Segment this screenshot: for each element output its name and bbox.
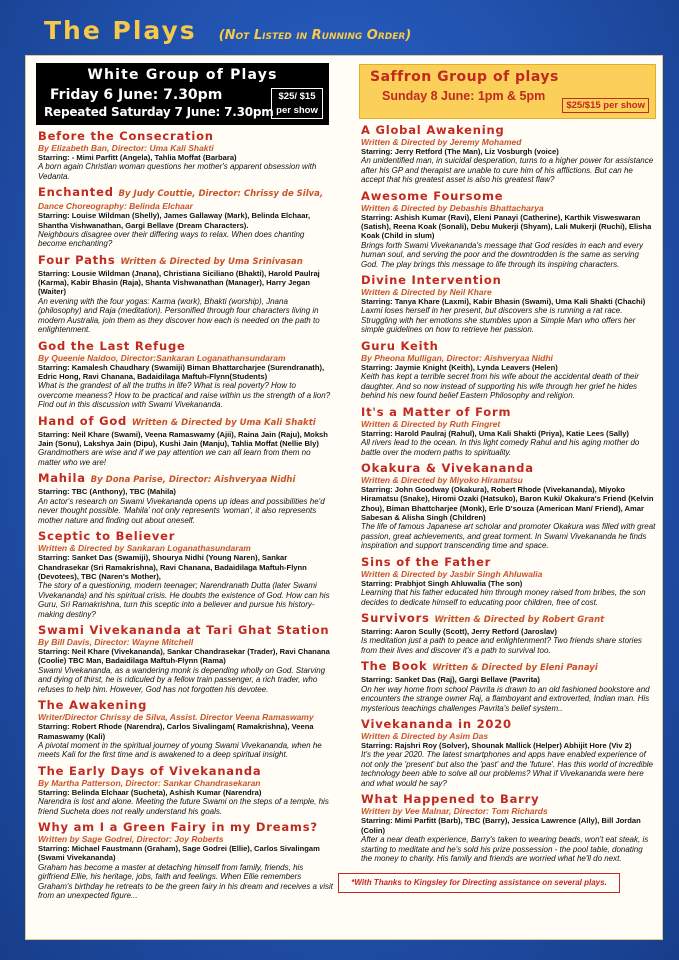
play-title-line	[361, 555, 656, 569]
play-description: After a near death experience, Barry's taken to wearing beads, won't eat steak, is starting to meditate and he's sold his prize possession - the pool table, donating the money to charity. His family and friends are worried what he'll do next.	[361, 835, 649, 864]
play-entry	[38, 129, 333, 181]
play-entry	[38, 414, 333, 468]
play-cast: Starring: Louise Wildman (Shelly), James Gallaway (Mark), Belinda Elchaar, Shantha Vishwanathan, Gargi Bellave (Dream Characters).	[38, 211, 311, 230]
play-cast: Starring: Kamalesh Chaudhary (Swamiji) Biman Bhattarcharjee (Surendranath), Edric Hong, Ravi Chanana, Badaidilaga Maftuh-Flynn(Students)	[38, 362, 325, 382]
play-entry	[38, 623, 333, 694]
play-credit: Written & Directed by Sankaran Loganathasundaram	[38, 543, 251, 554]
play-title-line	[361, 123, 656, 137]
play-title-line	[38, 529, 333, 543]
play-description: Grandmothers are wise and if we pay attention we can all learn from them no matter who we are!	[38, 448, 311, 467]
play-credit: Written & Directed by Eleni Panayi	[432, 663, 598, 674]
play-title-line	[361, 611, 656, 627]
white-group-play-list	[26, 129, 337, 901]
saffron-group-header	[359, 64, 656, 119]
play-entry	[361, 339, 656, 401]
white-group-price-unit: per show	[276, 105, 318, 116]
play-credit: By Bill Davis, Director: Wayne Mitchell	[38, 637, 194, 648]
play-credit: Writer/Director Chrissy de Silva, Assist. Director Veena Ramaswamy	[38, 712, 314, 723]
play-cast: Starring: Prabhjot Singh Ahluwalia (The son)	[361, 578, 523, 588]
play-entry	[38, 339, 333, 410]
play-title: The Early Days of Vivekananda	[38, 763, 262, 778]
play-credit: Written & Directed by Jeremy Mohamed	[361, 137, 522, 147]
play-credit: By Pheona Mulligan, Director: Aishveryaa Nidhi	[361, 352, 553, 363]
play-description: Laxmi loses herself in her present, but discovers she is running a rat race. Struggling with her emotions she stumbles upon a Simple Man who offers her simple guidelines on how to retrieve her passion.	[361, 306, 636, 335]
play-description: Brings forth Swami Vivekananda's message that God resides in each and every human soul, and serving the poor and the downtrodden is the same as serving God. The play brings this message to life through its inspiring characters.	[361, 240, 643, 269]
play-title-line	[38, 698, 333, 712]
play-cast: Starring: Neil Khare (Vivekananda), Sankar Chandrasekar (Trader), Ravi Chanana (Coolie) TBC Man, Badaidilaga Maftuh-Flynn (Rama)	[38, 647, 330, 666]
play-title-line	[361, 461, 656, 475]
play-entry	[38, 820, 333, 901]
play-description: An actor's research on Swami Vivekananda opens up ideas and possibilities he'd never thought possible. 'Mahila' not only represents 'woman', it also represents mother nature and finding out about oneself.	[38, 496, 325, 525]
play-title: Hand of God	[38, 413, 128, 428]
play-title: Enchanted	[38, 185, 114, 200]
play-title: Before the Consecration	[38, 129, 214, 143]
play-entry	[38, 698, 333, 760]
play-credit: Dance Choreography: Belinda Elchaar	[38, 201, 193, 212]
play-title: God the Last Refuge	[38, 338, 186, 353]
white-group-price: $25/ $15	[278, 91, 316, 102]
play-title-line	[38, 185, 333, 201]
play-credit: Written & Directed by Neil Khare	[361, 287, 492, 298]
play-credit: By Elizabeth Ban, Director: Uma Kali Shakti	[38, 143, 214, 153]
play-credit: Written & Directed by Jasbir Singh Ahluwalia	[361, 568, 543, 579]
play-description: What is the grandest of all the truths in life? What is real poverty? How to overcome meaness? How to be practical and raise within us the strength of a lion? Find out in this discussion with Swami Vivekananda.	[38, 381, 331, 410]
play-entry	[361, 461, 656, 551]
play-title-line	[361, 405, 656, 419]
play-cast: Starring: John Goodway (Okakura), Robert Rhode (Vivekananda), Miyoko Hiramatsu (Snake), Hiromi Ozaki (Hatsuko), Baron Kuki/ Okakura's Friend (Kelvin Zhou), Biman Bhattcharjee (Monk), Erle D'souza (American Man/ Friend), Amar Sabesan & Alisha Singh (Children)	[361, 485, 654, 522]
play-title: Okakura & Vivekananda	[361, 461, 534, 476]
white-group-repeat-date: Repeated Saturday 7 June: 7.30pm	[44, 105, 274, 119]
play-title: Survivors	[361, 611, 430, 626]
play-credit: By Dona Parise, Director: Aishveryaa Nidhi	[90, 475, 296, 486]
play-title-line	[38, 764, 333, 778]
play-title: The Book	[361, 659, 428, 674]
play-credit: By Judy Couttie, Director: Chrissy de Silva,	[118, 189, 324, 200]
play-title: What Happened to Barry	[361, 792, 540, 807]
play-cast: Starring: Aaron Scully (Scott), Jerry Retford (Jaroslav)	[361, 627, 557, 637]
play-entry	[38, 529, 333, 619]
saffron-group-column	[345, 56, 660, 941]
play-description: A pivotal moment in the spiritual journey of young Swami Vivekananda, when he meets Kali for the first time and is awakened to a deep spiritual insight.	[38, 740, 322, 760]
play-description: A born again Christian woman questions her mother's apparent obsession with Vedanta.	[38, 162, 317, 181]
play-title-line	[38, 820, 333, 834]
play-entry	[361, 405, 656, 457]
play-entry	[361, 611, 656, 655]
play-title: It's a Matter of Form	[361, 404, 512, 419]
play-title-line	[38, 129, 333, 143]
play-description: The life of famous Japanese art scholar and promoter Okakura was filled with great passion, great achievements, and great torment. In Swami Vivekananda he finds inspiration and support transcending time and space.	[361, 522, 656, 551]
play-cast: Starring: - Mimi Parfitt (Angela), Tahlia Moffat (Barbara)	[38, 153, 237, 162]
play-title: Why am I a Green Fairy in my Dreams?	[38, 820, 318, 835]
play-description: Keith has kept a terrible secret from his wife about the accidental death of their daughter. And so now instead of supporting his wife through her grief he hides behind his new found belief Eastern Philosophy and religion.	[361, 372, 639, 401]
white-group-price-box	[271, 88, 323, 119]
play-title-line	[38, 414, 333, 430]
play-title-line	[361, 659, 656, 675]
play-credit: By Martha Patterson, Director: Sankar Chandrasekaran	[38, 777, 261, 788]
play-credit: Written & Directed by Debashis Bhattacharya	[361, 202, 544, 213]
play-entry	[38, 471, 333, 525]
white-group-date: Friday 6 June: 7.30pm	[50, 87, 223, 103]
play-title: Guru Keith	[361, 338, 439, 353]
play-title-line	[38, 623, 333, 637]
play-description: It's the year 2020. The latest smartphones and apps have enabled experience of not only the 'present' but also the 'past' and the 'future'. Has this world of incredible technology been able to solve all our problems? What if Vivekananda were here and what would he say?	[361, 750, 653, 788]
play-title: Divine Intervention	[361, 273, 502, 288]
white-group-column	[26, 56, 337, 941]
play-credit: Written & Directed by Uma Kali Shakti	[131, 417, 316, 428]
play-title: Swami Vivekananda at Tari Ghat Station	[38, 623, 330, 638]
play-credit: Written & Directed by Uma Srinivasan	[120, 256, 303, 267]
saffron-group-date: Sunday 8 June: 1pm & 5pm	[382, 89, 546, 103]
play-entry	[38, 764, 333, 816]
play-cast: Starring: Tanya Khare (Laxmi), Kabir Bhasin (Swami), Uma Kali Shakti (Chachi)	[361, 297, 646, 307]
play-cast: Starring: Ashish Kumar (Ravi), Eleni Panayi (Catherine), Karthik Visweswaran (Satish), Reena Koak (Sonali), Debu Mukerji (Shyam), Lali Mukerji (Ruchi), Elisha Koak (Child in slum)	[361, 212, 652, 241]
thanks-note: *With Thanks to Kingsley for Directing assistance on several plays.	[338, 873, 620, 893]
play-description: Is meditation just a path to peace and enlightenment? Two friends share stories from their lives and discover it's a path to survival too.	[361, 636, 642, 655]
play-description: On her way home from school Pavrita is drawn to an old fashioned bookstore and encounters the strange owner Raj, a flamboyant and extroverted, Indian man. His mysterious teachings challenges Pavrita's belief system..	[361, 684, 650, 713]
play-title-line	[361, 339, 656, 353]
saffron-group-title: Saffron Group of plays	[370, 69, 559, 85]
play-title: Four Paths	[38, 252, 116, 267]
play-cast: Starring: Sanket Das (Raj), Gargi Bellave (Pavrita)	[361, 675, 540, 685]
page-title: The Plays	[44, 16, 197, 45]
play-title-line	[361, 792, 656, 806]
play-cast: Starring: Lousie Wildman (Jnana), Christiana Siciliano (Bhakti), Harold Paulraj (Karma), Kabir Bhasin (Raja), Shanta Vishwanathan (Manager), Harry Jegan (Waiter)	[38, 268, 320, 297]
play-entry	[361, 189, 656, 269]
play-title: Sins of the Father	[361, 554, 492, 569]
play-title-line	[38, 253, 333, 269]
white-group-title: White Group of Plays	[87, 67, 278, 83]
play-entry	[361, 123, 656, 185]
play-cast: Starring: Jaymie Knight (Keith), Lynda Leavers (Helen)	[361, 362, 558, 372]
programme-panel	[25, 55, 663, 940]
play-entry	[38, 253, 333, 335]
play-title-line	[361, 189, 656, 203]
play-entry	[361, 273, 656, 335]
play-title-line	[38, 339, 333, 353]
play-title: Mahila	[38, 471, 86, 486]
play-cast: Starring: Mimi Parfitt (Barb), TBC (Barry), Jessica Lawrence (Ally), Bill Jordan (Colin)	[361, 816, 641, 835]
play-credit: By Queenie Naidoo, Director:Sankaran Loganathansundaram	[38, 352, 286, 363]
play-cast: Starring: Harold Paulraj (Rahul), Uma Kali Shakti (Priya), Katie Lees (Sally)	[361, 428, 629, 438]
play-cast: Starring: TBC (Anthony), TBC (Mahila)	[38, 487, 176, 497]
play-credit: Written & Directed by Asim Das	[361, 731, 489, 742]
play-entry	[361, 717, 656, 788]
play-title: The Awakening	[38, 698, 148, 713]
play-description: Neighbours disagree over their differing ways to relax. When does chanting become enchanting?	[38, 229, 305, 249]
play-cast: Starring: Michael Faustmann (Graham), Sage Godrei (Ellie), Carlos Sivalingam (Swami Vivekananda)	[38, 844, 320, 863]
play-description: The story of a questioning, modern teenager; Narendranath Dutta (later Swami Vivekananda) and his spiritual crisis. He doubts the existence of God. How can his Guru, Sri Ramakrishna, turn this sceptic into a believer and pursue his history-making destiny?	[38, 581, 330, 619]
play-cast: Starring: Belinda Elchaar (Sucheta), Ashish Kumar (Narendra)	[38, 787, 262, 797]
play-cast: Starring: Rajshri Roy (Solver), Shounak Mallick (Helper) Abhijit Hore (Viv 2)	[361, 741, 632, 751]
page-header	[44, 16, 644, 52]
play-entry	[361, 659, 656, 713]
page-subtitle: (Not Listed in Running Order)	[218, 28, 412, 43]
play-description: Swami Vivekananda, as a wandering monk is depending wholly on God. Starving and dying of thirst, he is ridiculed by a fellow train passenger, a rich trader, who refuses to help him. However, God has not forgotten his devotee.	[38, 665, 326, 694]
play-title: A Global Awakening	[361, 123, 505, 137]
play-cast: Starring: Neil Khare (Swami), Veena Ramaswamy (Ajii), Raina Jain (Raju), Moksh Jain (Sonu), Lakshya Jain (Dipu), Kushi Jain (Manju), Tahlia Moffat (Nellie Bly)	[38, 429, 328, 449]
play-cast: Starring: Robert Rhode (Narendra), Carlos Sivalingam( Ramakrishna), Veena Ramaswamy (Kali)	[38, 722, 314, 741]
play-entry	[361, 555, 656, 607]
play-title-line	[361, 273, 656, 287]
play-credit: Written & Directed by Miyoko Hiramatsu	[361, 475, 523, 486]
play-title: Awesome Foursome	[361, 188, 504, 203]
play-cast: Starring: Jerry Retford (The Man), Liz Vosburgh (voice)	[361, 147, 559, 156]
play-credit: Written by Vee Malnar, Director: Tom Richards	[361, 806, 548, 817]
white-group-header	[36, 63, 329, 125]
play-title: Vivekananda in 2020	[361, 717, 512, 732]
play-description: An unidentified man, in suicidal desperation, turns to a higher power for assistance after his GP and therapist are unable to cure him of his afflictions. But can he accept that his greatest asset is also his greatest flaw?	[361, 156, 654, 185]
play-title: Sceptic to Believer	[38, 529, 176, 544]
play-title-line	[38, 471, 333, 487]
play-description: Graham has become a master at detaching himself from family, friends, his girlfriend Ellie, his heritage, jobs, faith and feelings. When Ellie remembers Graham's birthday he retreats to be the green fairy in his dream and receives a visit from an unexpected figure...	[38, 862, 334, 901]
play-title-line	[361, 717, 656, 731]
play-cast: Starring: Sanket Das (Swamiji), Shourya Nidhi (Young Naren), Sankar Chandrasekar (Sri Ramakrishna), Ravi Chanana, Badaidilaga Maftuh-Flynn (Devotees), TBC (Naren's Mother),	[38, 553, 307, 581]
play-credit: Written & Directed by Robert Grant	[434, 615, 605, 626]
play-description: Learning that his father educated him through money raised from bribes, the son decides to dedicate himself to educating poor children, free of cost.	[361, 588, 646, 607]
play-entry	[38, 185, 333, 249]
play-entry	[361, 792, 656, 863]
saffron-group-play-list	[345, 123, 660, 864]
play-description: All rivers lead to the ocean. In this light comedy Rahul and his aging mother do battle over the modern paths to spirituality.	[361, 438, 640, 457]
play-description: An evening with the four yogas: Karma (work), Bhakti (worship), Jnana (philosophy) and Raja (meditation). Personified through four characters living in modern Australia, join them as they discover how each is needed on the path to enlightenment.	[38, 296, 320, 335]
play-credit: Written & Directed by Ruth Fingret	[361, 418, 501, 429]
play-description: Narendra is lost and alone. Meeting the future Swami on the steps of a temple, his friend Sucheta does not really understand his goals.	[38, 797, 329, 816]
saffron-group-price: $25/$15 per show	[562, 98, 649, 113]
play-credit: Written by Sage Godrei, Director: Joy Roberts	[38, 834, 224, 845]
